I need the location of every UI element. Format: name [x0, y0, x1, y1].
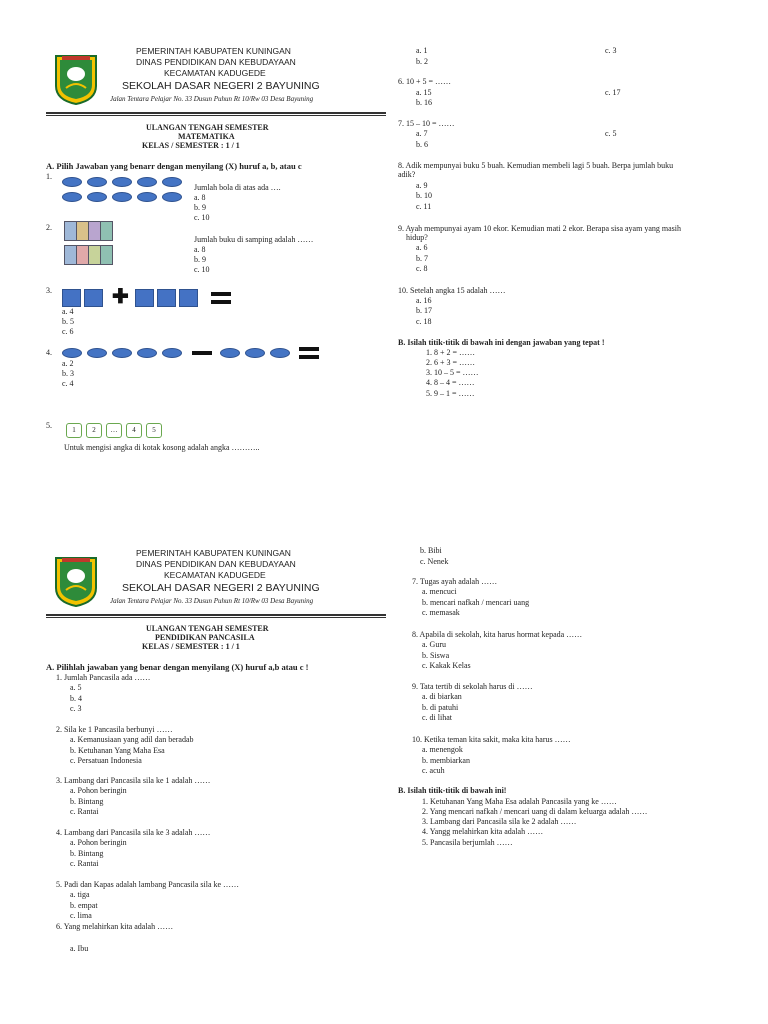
q5-text: Untuk mengisi angka di kotak kosong adalah angka ……….. [64, 443, 260, 452]
question-text: 2. Sila ke 1 Pancasila berbunyi …… [56, 725, 173, 734]
q10-option-b: b. 17 [416, 306, 432, 315]
exam-title: ULANGAN TENGAH SEMESTER [146, 123, 269, 132]
question-text: 3. Lambang dari Pancasila sila ke 1 adalah …… [56, 776, 211, 785]
header-district: KECAMATAN KADUGEDE [164, 68, 266, 78]
plus-sign: ✚ [112, 286, 129, 308]
ball [137, 348, 157, 358]
answer-option: a. Kemanusiaan yang adil dan beradab [70, 735, 194, 745]
q7-option-c: c. 5 [605, 129, 617, 138]
square [84, 289, 103, 307]
q7-text: 7. 15 – 10 = …… [398, 119, 455, 128]
q2-option-b: b. 9 [194, 255, 206, 264]
book [100, 245, 113, 265]
number-box: 4 [126, 423, 142, 438]
answer-option: a. menengok [422, 745, 463, 755]
answer-option: c. Rantai [70, 858, 99, 868]
answer-option: c. Persatuan Indonesia [70, 755, 142, 765]
q10-text: 10. Setelah angka 15 adalah …… [398, 286, 506, 295]
q4-option-c: c. 4 [62, 379, 74, 388]
ball [112, 192, 132, 202]
exam-subject: PENDIDIKAN PANCASILA [155, 633, 255, 642]
q6-option-c: c. Nenek [420, 557, 449, 566]
answer-option: b. Ketuhanan Yang Maha Esa [70, 745, 165, 755]
header-divider [46, 112, 386, 116]
answer-option: b. empat [70, 900, 98, 910]
question-text: 10. Ketika teman kita sakit, maka kita harus …… [412, 735, 571, 744]
q6-text: 6. 10 + 5 = …… [398, 77, 452, 86]
ball [62, 192, 82, 202]
question-text: 4. Lambang dari Pancasila sila ke 3 adalah …… [56, 828, 211, 837]
q6-text: 6. Yang melahirkan kita adalah …… [56, 922, 174, 931]
answer-option: b. Bintang [70, 848, 104, 858]
header-address: Jalan Tentara Pelajar No. 33 Dusun Puhun Rt 10/Rw 03 Desa Bayuning [110, 597, 314, 605]
answer-option: b. Siswa [422, 650, 450, 660]
b4-item: 4. Yangg melahirkan kita adalah …… [422, 827, 544, 836]
answer-option: b. mencari nafkah / mencari uang [422, 597, 530, 607]
question-text: 5. Padi dan Kapas adalah lambang Pancasila sila ke …… [56, 880, 240, 889]
b1-item: 1. Ketuhanan Yang Maha Esa adalah Pancasila yang ke …… [422, 797, 617, 806]
equals-sign [211, 292, 231, 304]
b1-item: 1. 8 + 2 = …… [426, 348, 476, 357]
b5-item: 5. 9 – 1 = …… [426, 389, 475, 398]
q5-number: 5. [46, 421, 52, 430]
answer-option: c. memasak [422, 607, 460, 617]
question-text: 7. Tugas ayah adalah …… [412, 577, 498, 586]
q8-option-c: c. 11 [416, 202, 432, 211]
ball [87, 348, 107, 358]
section-b-instruction: B. Isilah titik-titik di bawah ini! [398, 786, 507, 795]
answer-option: a. tiga [70, 890, 90, 900]
header-government: PEMERINTAH KABUPATEN KUNINGAN [136, 548, 291, 558]
q10-option-a: a. 16 [416, 296, 432, 305]
question-text: 8. Apabila di sekolah, kita harus hormat kepada …… [412, 630, 583, 639]
q2-option-c: c. 10 [194, 265, 210, 274]
q1-balls-row2 [62, 192, 187, 202]
q9-option-b: b. 7 [416, 254, 428, 263]
answer-option: b. membiarkan [422, 755, 470, 765]
q4-option-a: a. 2 [62, 359, 74, 368]
header-district: KECAMATAN KADUGEDE [164, 570, 266, 580]
ball [220, 348, 240, 358]
q9-option-a: a. 6 [416, 243, 428, 252]
header-divider [46, 614, 386, 618]
q5-option-c: c. 3 [605, 46, 617, 55]
q4-option-b: b. 3 [62, 369, 74, 378]
q1-text: Jumlah bola di atas ada …. [194, 183, 281, 192]
exam-subject: MATEMATIKA [178, 132, 235, 141]
q8-text-cont: adik? [398, 170, 416, 179]
q2-number: 2. [46, 223, 52, 232]
minus-sign [192, 351, 212, 355]
q1-option-c: c. 10 [194, 213, 210, 222]
q6-option-a: a. 15 [416, 88, 432, 97]
ball [87, 192, 107, 202]
empty-number-box: … [106, 423, 122, 438]
header-department: DINAS PENDIDIKAN DAN KEBUDAYAAN [136, 559, 296, 569]
q7-option-a: a. 7 [416, 129, 428, 138]
book [100, 221, 113, 241]
ball [112, 348, 132, 358]
section-b-instruction: B. Isilah titik-titik di bawah ini dengan jawaban yang tepat ! [398, 338, 605, 347]
equals-sign [299, 347, 319, 359]
answer-option: b. 4 [70, 693, 82, 703]
number-box: 2 [86, 423, 102, 438]
exam-title: ULANGAN TENGAH SEMESTER [146, 624, 269, 633]
answer-option: a. 5 [70, 683, 82, 693]
square [135, 289, 154, 307]
q7-option-b: b. 6 [416, 140, 428, 149]
q3-equation [62, 285, 231, 310]
section-a-instruction: A. Pilihlah jawaban yang benar dengan menyilang (X) huruf a,b atau c ! [46, 662, 309, 672]
answer-option: c. Kakak Kelas [422, 660, 471, 670]
q3-option-b: b. 5 [62, 317, 74, 326]
answer-option: b. di patuhi [422, 702, 459, 712]
section-a-instruction: A. Pilih Jawaban yang benarr dengan menyilang (X) huruf a, b, atau c [46, 161, 302, 171]
header-school-name: SEKOLAH DASAR NEGERI 2 BAYUNING [122, 582, 320, 594]
b4-item: 4. 8 – 4 = …… [426, 378, 475, 387]
square [179, 289, 198, 307]
q9-option-c: c. 8 [416, 264, 428, 273]
ball [162, 192, 182, 202]
answer-option: a. Pohon beringin [70, 786, 127, 796]
ball [162, 348, 182, 358]
q1-number: 1. [46, 172, 52, 181]
number-box: 1 [66, 423, 82, 438]
number-box: 5 [146, 423, 162, 438]
q8-text: 8. Adik mempunyai buku 5 buah. Kemudian membeli lagi 5 buah. Berpa jumlah buku [398, 161, 674, 170]
q6-option-b: b. 16 [416, 98, 432, 107]
ball [87, 177, 107, 187]
answer-option: b. Bintang [70, 796, 104, 806]
q6-option-a: a. Ibu [70, 944, 89, 953]
q3-option-c: c. 6 [62, 327, 74, 336]
regency-emblem-logo [52, 52, 100, 106]
q1-option-b: b. 9 [194, 203, 206, 212]
books-illustration [64, 221, 116, 267]
q6-option-b: b. Bibi [420, 546, 442, 555]
regency-emblem-logo [52, 554, 100, 608]
ball [270, 348, 290, 358]
q9-text: 9. Ayah mempunyai ayam 10 ekor. Kemudian mati 2 ekor. Berapa sisa ayam yang masih [398, 224, 681, 233]
ball [62, 348, 82, 358]
header-department: DINAS PENDIDIKAN DAN KEBUDAYAAN [136, 57, 296, 67]
ball [137, 192, 157, 202]
ball [137, 177, 157, 187]
q3-number: 3. [46, 286, 52, 295]
b3-item: 3. Lambang dari Pancasila sila ke 2 adalah …… [422, 817, 577, 826]
q5-option-b: b. 2 [416, 57, 428, 66]
question-text: 1. Jumlah Pancasila ada …… [56, 673, 151, 682]
ball [245, 348, 265, 358]
q9-text-cont: hidup? [406, 233, 428, 242]
q2-text: Jumlah buku di samping adalah …… [194, 235, 314, 244]
answer-option: a. di biarkan [422, 692, 462, 702]
answer-option: a. Pohon beringin [70, 838, 127, 848]
b3-item: 3. 10 – 5 = …… [426, 368, 479, 377]
square [62, 289, 81, 307]
q5-option-a: a. 1 [416, 46, 428, 55]
answer-option: a. Guru [422, 640, 446, 650]
square [157, 289, 176, 307]
answer-option: c. lima [70, 910, 92, 920]
exam-class: KELAS / SEMESTER : 1 / 1 [142, 642, 240, 651]
q1-option-a: a. 8 [194, 193, 206, 202]
question-text: 9. Tata tertib di sekolah harus di …… [412, 682, 533, 691]
exam-class: KELAS / SEMESTER : 1 / 1 [142, 141, 240, 150]
ball [62, 177, 82, 187]
answer-option: c. acuh [422, 765, 445, 775]
header-address: Jalan Tentara Pelajar No. 33 Dusun Puhun Rt 10/Rw 03 Desa Bayuning [110, 95, 314, 103]
b5-item: 5. Pancasila berjumlah …… [422, 838, 513, 847]
answer-option: a. mencuci [422, 587, 457, 597]
b2-item: 2. Yang mencari nafkah / mencari uang di dalam keluarga adalah …… [422, 807, 648, 816]
ball [112, 177, 132, 187]
answer-option: c. di lihat [422, 712, 452, 722]
header-government: PEMERINTAH KABUPATEN KUNINGAN [136, 46, 291, 56]
q8-option-b: b. 10 [416, 191, 432, 200]
header-school-name: SEKOLAH DASAR NEGERI 2 BAYUNING [122, 80, 320, 92]
q4-number: 4. [46, 348, 52, 357]
q10-option-c: c. 18 [416, 317, 432, 326]
answer-option: c. 3 [70, 703, 82, 713]
q3-option-a: a. 4 [62, 307, 74, 316]
q8-option-a: a. 9 [416, 181, 428, 190]
ball [162, 177, 182, 187]
q6-option-c: c. 17 [605, 88, 621, 97]
q4-equation [62, 347, 319, 359]
b2-item: 2. 6 + 3 = …… [426, 358, 476, 367]
q5-number-boxes [66, 423, 166, 438]
q2-option-a: a. 8 [194, 245, 206, 254]
q1-balls-row1 [62, 177, 187, 187]
answer-option: c. Rantai [70, 806, 99, 816]
